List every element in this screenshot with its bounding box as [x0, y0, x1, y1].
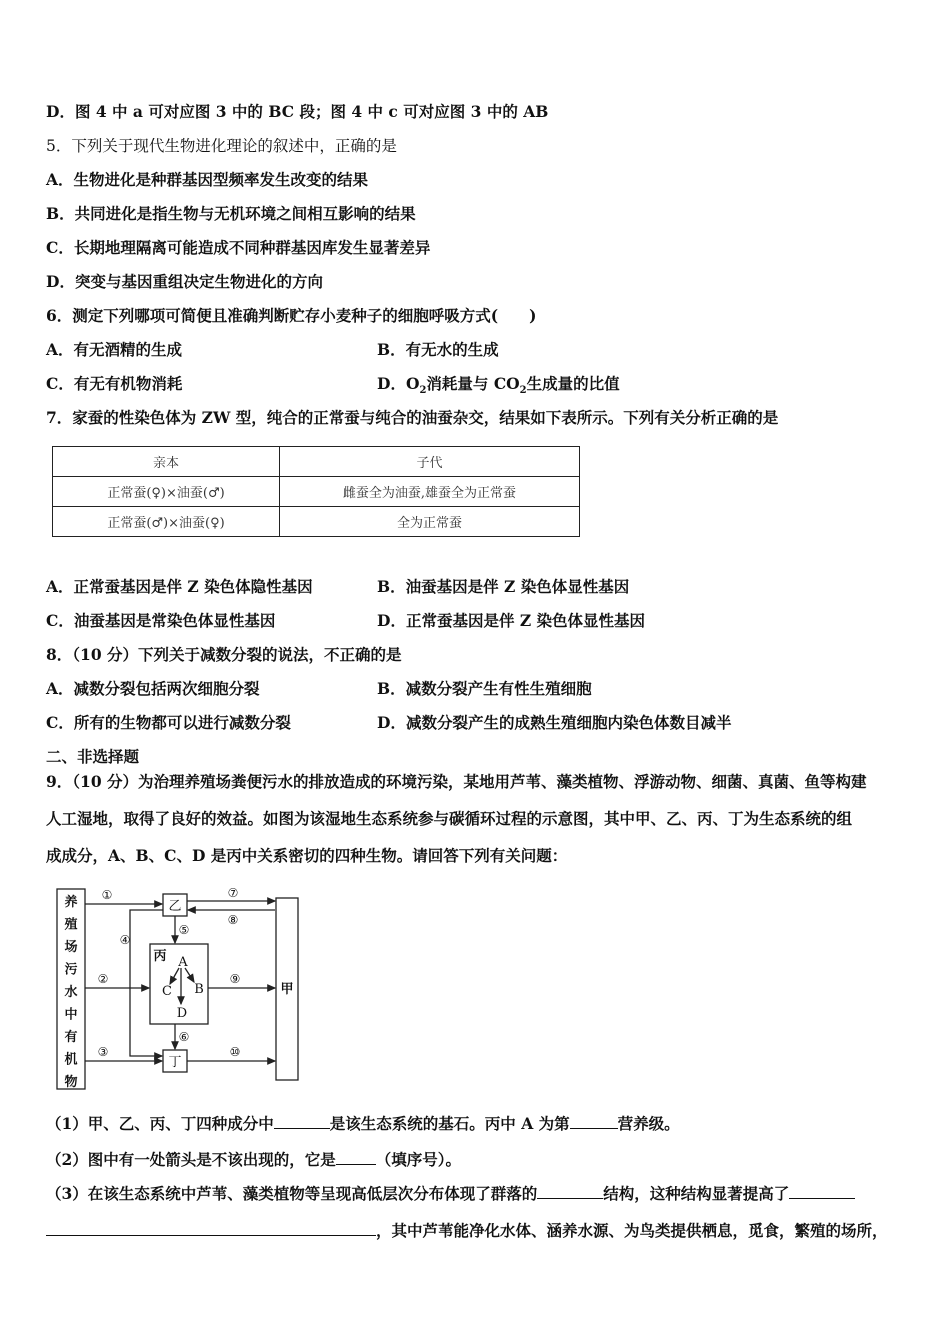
q5-option-d: D．突变与基因重组决定生物进化的方向 [46, 272, 323, 291]
q9-sub-3-cont: ，其中芦苇能净化水体、涵养水源、为鸟类提供栖息，觅食，繁殖的场所， [46, 1221, 888, 1241]
q7-option-a: A．正常蚕基因是伴 Z 染色体隐性基因 [46, 577, 313, 596]
section-heading: 二、非选择题 [46, 747, 140, 766]
q7-option-d: D．正常蚕基因是伴 Z 染色体显性基因 [377, 611, 646, 630]
answer-blank[interactable] [274, 1114, 330, 1129]
q7-stem: 7．家蚕的性染色体为 ZW 型，纯合的正常蚕与纯合的油蚕杂交，结果如下表所示。下列有关分析正确的是 [46, 408, 779, 427]
carbon-cycle-diagram [55, 886, 305, 1092]
q9-sub-3: （3）在该生态系统中芦苇、藻类植物等呈现高低层次分布体现了群落的 结构，这种结构显著提高了 [46, 1184, 855, 1204]
q8-option-d: D．减数分裂产生的成熟生殖细胞内染色体数目减半 [377, 713, 732, 732]
source-label [64, 894, 77, 1090]
node-d: D [176, 1006, 188, 1021]
q9-line-1: 9．（10 分）为治理养殖场粪便污水的排放造成的环境污染，某地用芦苇、藻类植物、浮游动物、细菌、真菌、鱼等构建 [46, 772, 867, 791]
q8-option-c: C．所有的生物都可以进行减数分裂 [46, 713, 291, 732]
q9-line-2: 人工湿地，取得了良好的效益。如图为该湿地生态系统参与碳循环过程的示意图，其中甲、乙、丙、丁为生态系统的组 [46, 809, 853, 828]
node-a: A [178, 955, 188, 970]
q6-option-a: A．有无酒精的生成 [46, 340, 183, 359]
label-2: ② [97, 972, 109, 986]
node-b: B [194, 982, 204, 997]
table-cell: 全为正常蚕 [280, 507, 580, 537]
source-char: 水 [64, 985, 78, 1000]
table-row [53, 507, 580, 537]
arrow-a-c [170, 968, 179, 984]
table-cell: 雌蚕全为油蚕,雄蚕全为正常蚕 [280, 477, 580, 507]
table-header-cell: 亲本 [53, 447, 280, 477]
q6-option-c: C．有无有机物消耗 [46, 374, 183, 393]
table-row [53, 477, 580, 507]
arrow-4 [130, 910, 163, 1056]
answer-blank[interactable] [537, 1184, 603, 1199]
label-4: ④ [119, 933, 131, 947]
source-char: 殖 [64, 917, 78, 933]
label-10: ⑩ [229, 1045, 241, 1059]
answer-blank[interactable] [789, 1184, 855, 1199]
answer-blank[interactable] [46, 1221, 376, 1236]
q6-option-b: B．有无水的生成 [377, 340, 499, 359]
yi-label: 乙 [168, 899, 182, 914]
q5-option-a: A．生物进化是种群基因型频率发生改变的结果 [46, 170, 369, 189]
label-6: ⑥ [178, 1030, 190, 1044]
q7-option-c: C．油蚕基因是常染色体显性基因 [46, 611, 276, 630]
q8-stem: 8．（10 分）下列关于减数分裂的说法，不正确的是 [46, 645, 402, 664]
source-char: 机 [64, 1052, 78, 1068]
q8-option-b: B．减数分裂产生有性生殖细胞 [377, 679, 592, 698]
source-char: 有 [64, 1030, 78, 1045]
table-header-row [53, 447, 580, 477]
q6-stem: 6．测定下列哪项可简便且准确判断贮存小麦种子的细胞呼吸方式( ) [46, 306, 537, 325]
q9-line-3: 成成分，A、B、C、D 是丙中关系密切的四种生物。请回答下列有关问题： [46, 846, 568, 865]
source-char: 污 [64, 962, 78, 978]
q9-sub-2: （2）图中有一处箭头是不该出现的，它是 （填序号）。 [46, 1150, 462, 1169]
table-cell: 正常蚕(♂)×油蚕(♀) [53, 507, 280, 537]
jia-label: 甲 [280, 982, 294, 997]
q4-option-d: D．图 4 中 a 可对应图 3 中的 BC 段；图 4 中 c 可对应图 3 中的 AB [46, 102, 549, 121]
arrow-a-b [185, 968, 194, 982]
node-c: C [162, 984, 172, 999]
label-8: ⑧ [227, 913, 239, 927]
answer-blank[interactable] [570, 1114, 618, 1129]
label-9: ⑨ [229, 972, 241, 986]
label-5: ⑤ [178, 923, 190, 937]
label-7: ⑦ [227, 886, 239, 900]
q9-sub-1: （1）甲、乙、丙、丁四种成分中 是该生态系统的基石。丙中 A 为第 营养级。 [46, 1114, 680, 1133]
bing-label: 丙 [153, 949, 167, 964]
q8-option-a: A．减数分裂包括两次细胞分裂 [46, 679, 260, 698]
source-char: 物 [64, 1075, 78, 1090]
label-1: ① [101, 888, 113, 902]
ding-label: 丁 [168, 1055, 182, 1070]
table-header-cell: 子代 [280, 447, 580, 477]
source-char: 中 [64, 1007, 78, 1023]
answer-blank[interactable] [336, 1150, 376, 1165]
q5-stem: 5．下列关于现代生物进化理论的叙述中，正确的是 [46, 137, 397, 155]
q7-table [52, 446, 580, 537]
source-char: 养 [64, 895, 78, 910]
table-cell: 正常蚕(♀)×油蚕(♂) [53, 477, 280, 507]
q7-option-b: B．油蚕基因是伴 Z 染色体显性基因 [377, 577, 630, 596]
q6-option-d: D．$O_2$消耗量与 $CO_2$生成量的比值 [377, 374, 620, 397]
q5-option-c: C．长期地理隔离可能造成不同种群基因库发生显著差异 [46, 238, 431, 257]
label-3: ③ [97, 1045, 109, 1059]
source-char: 场 [64, 940, 78, 955]
q5-option-b: B．共同进化是指生物与无机环境之间相互影响的结果 [46, 204, 416, 223]
